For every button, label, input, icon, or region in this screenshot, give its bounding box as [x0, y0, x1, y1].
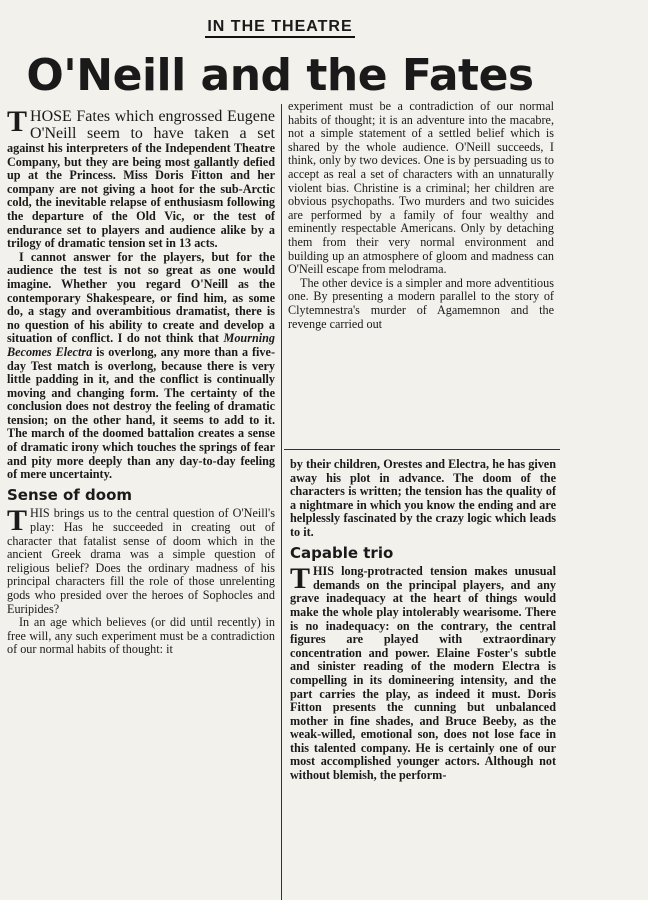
column-break-rule [284, 449, 560, 450]
body-paragraph: experiment must be a contradiction of our normal habits of thought; it is an adventure into the macabre, not a simple statement of a settled belief which is shared by the whole audience. O'Neill succeeds, I think, only by two devices. One is by persuading us to accept as real a set of characters with an unnaturally violent bias. Christine is a criminal; her children are obvious psychopaths. Two murders and two suicides are performed by a family of four wealthy and eminently respectable Americans. Only by detaching them from their very normal environment and building up an atmosphere of gloom and madness can O'Neill escape from melodrama. [288, 100, 554, 277]
right-column-top [288, 100, 554, 446]
drop-cap: T [290, 562, 311, 596]
drop-cap: T [7, 504, 28, 538]
body-paragraph: In an age which believes (or did until recently) in free will, any such experiment must be a contradiction of our normal habits of thought: it [7, 615, 275, 657]
play-title: Mourning Becomes Electra [7, 331, 275, 359]
body-paragraph: THIS brings us to the central question of O'Neill's play: Has he succeeded in creating out of character that fatalist sense of doom which in the ancient Greek drama was a simple question of religious belief? Does the ordinary madness of his principal characters fill the role of those unrelenting gods who presided over the heroes of Sophocles and Euripides? [7, 504, 275, 616]
subheading-capable-trio: Capable trio [290, 543, 394, 562]
body-paragraph: I cannot answer for the players, but for the audience the test is not so great as one would imagine. Whether you regard O'Neill as the contemporary Shakespeare, or find him, as some do, a stagy and overambitious dramatist, there is no question of his ability to create and develop a situation of conflict. I do not think that Mourning Becomes Electra is overlong, any more than a five-day Test match is overlong, because there is very little padding in it, and the conflict is continually moving and changing form. The certainty of the conclusion does not destroy the feeling of dramatic tension; on the other hand, it seems to add to it. The march of the doomed battalion creates a sense of dramatic irony which touches the springs of fear and pity more deeply than any day-to-day feeling of mere uncertainty. [7, 249, 275, 482]
body-paragraph: by their children, Orestes and Electra, he has given away his plot in advance. The doom of the characters is written; the tension has the quality of a nightmare in which you know the ending and are helplessly fascinated by the crazy logic which leads to it. [290, 458, 556, 539]
right-column-bottom [290, 458, 556, 900]
section-kicker: IN THE THEATRE [0, 18, 560, 36]
subheading-sense-of-doom: Sense of doom [7, 485, 133, 504]
column-rule [281, 104, 282, 900]
body-paragraph: THIS long-protracted tension makes unusual demands on the principal players, and any grave inadequacy at the heart of things would make the whole play intolerably wearisome. There is no inadequacy: on the contrary, the central figures are played with extraordinary concentration and power. Elaine Foster's subtle and sinister reading of the modern Electra is compelling in its domineering intensity, and the part carries the play, as indeed it must. Doris Fitton presents the cunning but unbalanced mother in fine shades, and Bruce Beeby, as the weak-willed, emotional son, does not lose face in this talented company. He is certainly one of our most accomplished younger actors. Although not without blemish, the perform- [290, 562, 556, 783]
left-column [7, 108, 275, 900]
article-headline: O'Neill and the Fates [26, 50, 534, 101]
lead-paragraph: THOSE Fates which engrossed Eugene O'Neill seem to have taken a set against his interpreters of the Independent Theatre Company, but they are being most gallantly defied up at the Princess. Miss Doris Fitton and her company are not giving a hoot for the sub-Arctic cold, the inevitable relapse of enthusiasm following the departure of the Old Vic, or the test of endurance set to players and audience alike by a trilogy of dramatic tension set in 13 acts. [7, 108, 275, 251]
drop-cap: T [7, 108, 28, 138]
body-paragraph: The other device is a simpler and more adventitious one. By presenting a modern parallel to the story of Clytemnestra's murder of Agamemnon and the revenge carried out [288, 275, 554, 331]
